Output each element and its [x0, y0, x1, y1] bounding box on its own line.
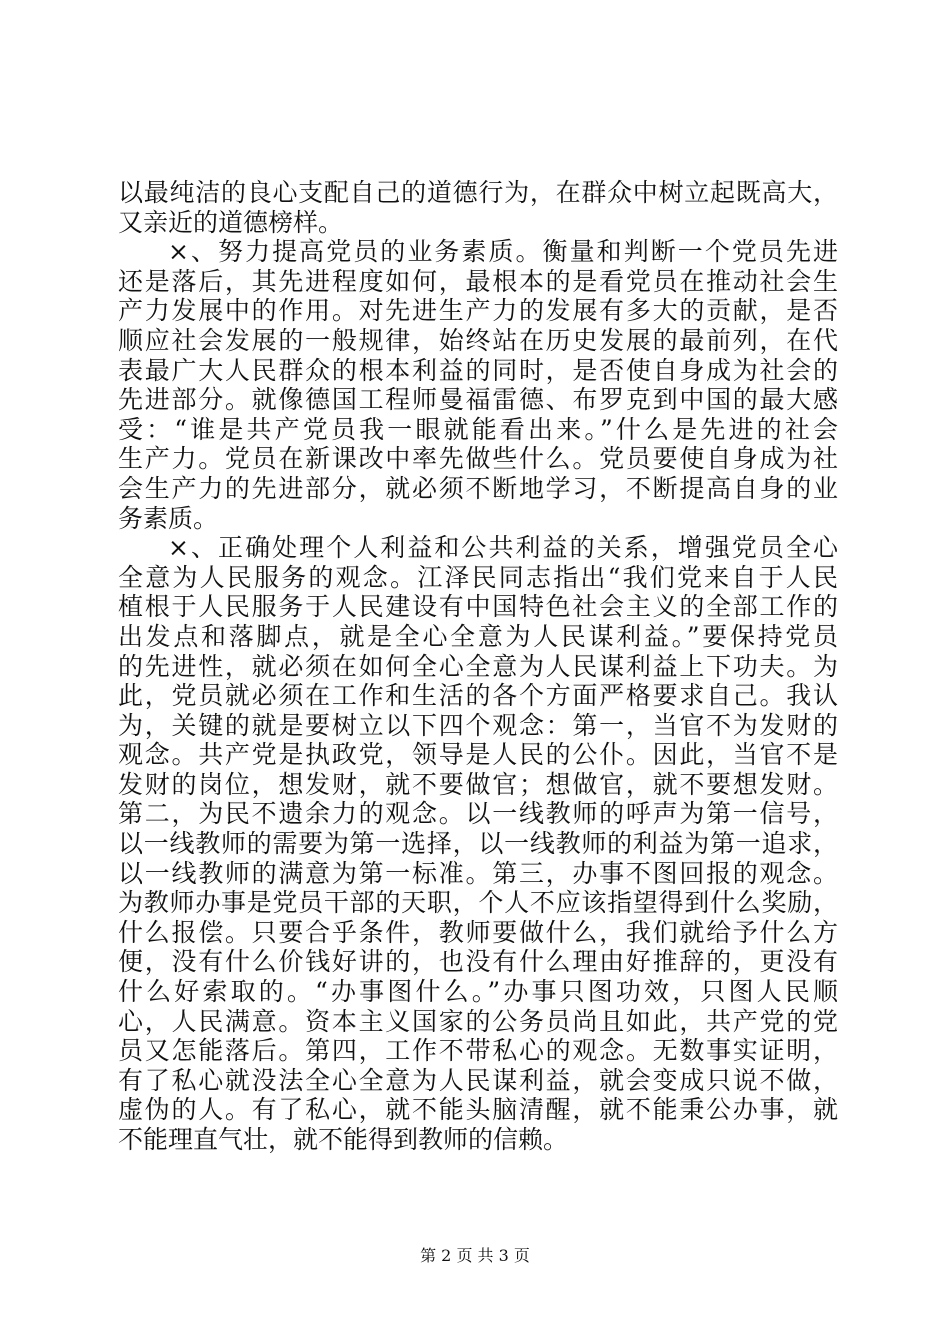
text-line: ×、努力提高党员的业务素质。衡量和判断一个党员先进: [168, 237, 838, 267]
text-line: 为，关键的就是要树立以下四个观念：第一，当官不为发财的: [118, 710, 838, 740]
text-line: 先进部分。就像德国工程师曼福雷德、布罗克到中国的最大感: [118, 385, 838, 415]
text-line: 务素质。: [118, 503, 219, 533]
text-line: 又亲近的道德榜样。: [118, 207, 344, 237]
text-line: 心，人民满意。资本主义国家的公务员尚且如此，共产党的党: [118, 1006, 838, 1036]
text-line: 顺应社会发展的一般规律，始终站在历史发展的最前列，在代: [118, 325, 838, 355]
text-line: 什么好索取的。“办事图什么。”办事只图功效，只图人民顺: [118, 977, 838, 1007]
text-line: 表最广大人民群众的根本利益的同时，是否使自身成为社会的: [118, 355, 838, 385]
text-line: 受：“谁是共产党员我一眼就能看出来。”什么是先进的社会: [118, 414, 838, 444]
text-line: 发财的岗位，想发财，就不要做官；想做官，就不要想发财。: [118, 769, 838, 799]
text-line: ×、正确处理个人利益和公共利益的关系，增强党员全心: [168, 533, 838, 563]
page-footer: 第 2 页 共 3 页: [420, 1246, 530, 1265]
text-line: 虚伪的人。有了私心，就不能头脑清醒，就不能秉公办事，就: [118, 1095, 838, 1125]
text-line: 以一线教师的需要为第一选择，以一线教师的利益为第一追求，: [118, 829, 838, 859]
text-line: 全意为人民服务的观念。江泽民同志指出“我们党来自于人民: [118, 562, 838, 592]
text-line: 以最纯洁的良心支配自己的道德行为，在群众中树立起既高大，: [118, 178, 838, 207]
text-line: 便，没有什么价钱好讲的，也没有什么理由好推辞的，更没有: [118, 947, 838, 977]
text-line: 还是落后，其先进程度如何，最根本的是看党员在推动社会生: [118, 266, 838, 296]
text-line: 观念。共产党是执政党，领导是人民的公仆。因此，当官不是: [118, 740, 838, 770]
text-line: 此，党员就必须在工作和生活的各个方面严格要求自己。我认: [118, 681, 838, 711]
text-line: 的先进性，就必须在如何全心全意为人民谋利益上下功夫。为: [118, 651, 838, 681]
text-line: 员又怎能落后。第四，工作不带私心的观念。无数事实证明，: [118, 1036, 838, 1066]
text-line: 第二，为民不遗余力的观念。以一线教师的呼声为第一信号，: [118, 799, 838, 829]
text-line: 生产力。党员在新课改中率先做些什么。党员要使自身成为社: [118, 444, 838, 474]
text-line: 为教师办事是党员干部的天职，个人不应该指望得到什么奖励，: [118, 888, 838, 918]
text-line: 有了私心就没法全心全意为人民谋利益，就会变成只说不做，: [118, 1065, 838, 1095]
text-line: 以一线教师的满意为第一标准。第三，办事不图回报的观念。: [118, 858, 838, 888]
document-body: [118, 178, 838, 1155]
text-line: 不能理直气壮，就不能得到教师的信赖。: [118, 1125, 569, 1154]
text-line: 会生产力的先进部分，就必须不断地学习，不断提高自身的业: [118, 473, 838, 503]
text-line: 产力发展中的作用。对先进生产力的发展有多大的贡献，是否: [118, 296, 838, 326]
text-line: 什么报偿。只要合乎条件，教师要做什么，我们就给予什么方: [118, 917, 838, 947]
text-line: 植根于人民服务于人民建设有中国特色社会主义的全部工作的: [118, 592, 838, 622]
text-line: 出发点和落脚点，就是全心全意为人民谋利益。”要保持党员: [118, 621, 838, 651]
